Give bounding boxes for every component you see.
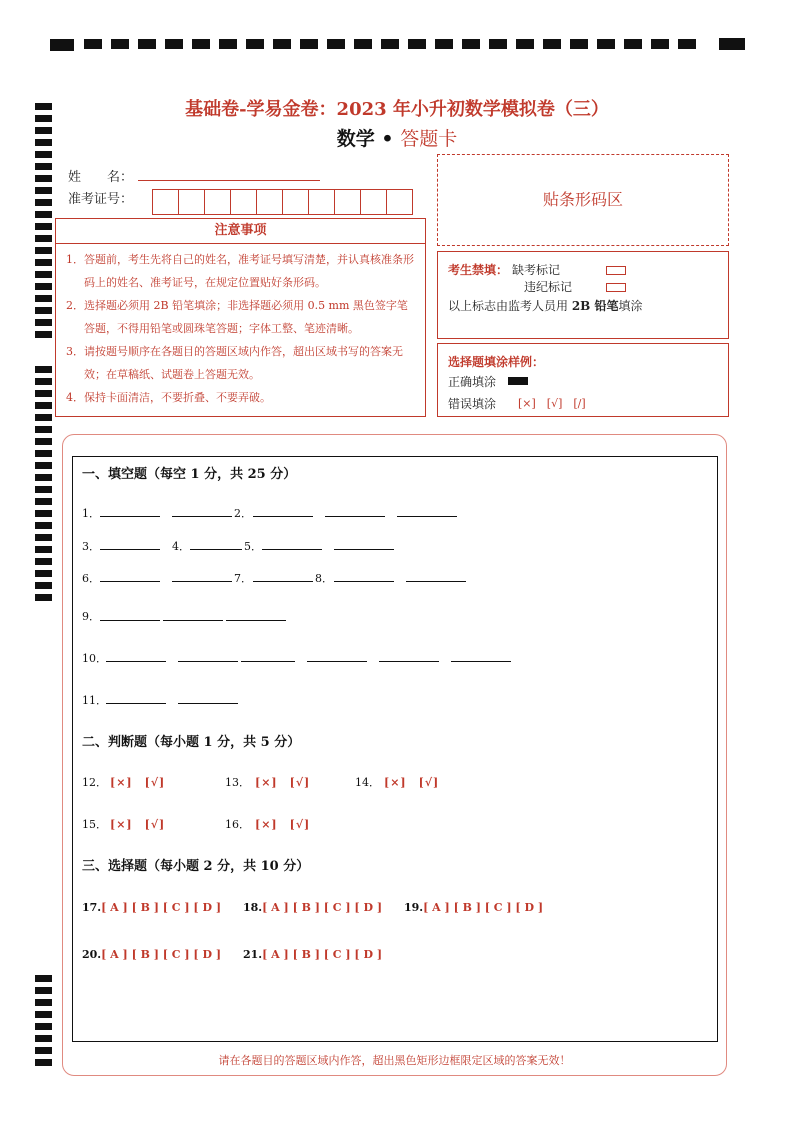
id-digit-box[interactable] xyxy=(205,190,231,214)
question-number: 21. xyxy=(243,948,263,961)
answer-blank[interactable] xyxy=(172,581,232,582)
answer-blank[interactable] xyxy=(100,516,160,517)
name-label: 姓 名： xyxy=(68,170,134,185)
id-digit-box[interactable] xyxy=(283,190,309,214)
choice-question xyxy=(243,948,382,961)
subtitle-separator: • xyxy=(374,128,401,150)
choice-question xyxy=(404,901,543,914)
answer-card-label: 答题卡 xyxy=(400,128,458,150)
violation-mark-box[interactable] xyxy=(606,280,626,294)
id-digit-box[interactable] xyxy=(231,190,257,214)
answer-blank[interactable] xyxy=(226,620,286,621)
notice-item: 2．选择题必须用 2B 铅笔填涂；非选择题必须用 0.5 mm 黑色签字笔答题，不得用铅笔或圆珠笔答题；字体工整、笔迹清晰。 xyxy=(66,299,408,335)
choice-options[interactable]: [ A ] [ B ] [ C ] [ D ] xyxy=(262,901,383,914)
footer-warning: 请在各题目的答题区域内作答，超出黑色矩形边框限定区域的答案无效！ xyxy=(218,1054,571,1067)
answer-blank[interactable] xyxy=(178,703,238,704)
proctor-only-box xyxy=(437,251,729,339)
question-number: 15． xyxy=(82,818,107,831)
answer-blank[interactable] xyxy=(379,661,439,662)
answer-blank[interactable] xyxy=(163,620,223,621)
fill-sample-heading: 选择题填涂样例： xyxy=(448,355,545,369)
absent-mark-box[interactable] xyxy=(606,263,626,277)
answer-blank[interactable] xyxy=(307,661,367,662)
answer-blank[interactable] xyxy=(106,703,166,704)
true-false-options[interactable]: [×] [√] xyxy=(110,818,166,831)
violation-mark-label: 违纪标记 xyxy=(524,280,573,294)
proctor-heading: 考生禁填： xyxy=(448,263,509,277)
answer-blank[interactable] xyxy=(241,661,295,662)
id-digit-box[interactable] xyxy=(309,190,335,214)
question-number: 20. xyxy=(82,948,102,961)
question-number: 10． xyxy=(82,652,107,665)
question-number: 18. xyxy=(243,901,263,914)
answer-blank[interactable] xyxy=(451,661,511,662)
notice-box xyxy=(55,218,426,417)
answer-blank[interactable] xyxy=(100,549,160,550)
answer-blank[interactable] xyxy=(406,581,466,582)
choice-question xyxy=(243,901,382,914)
answer-blank[interactable] xyxy=(397,516,457,517)
notice-item: 4．保持卡面清洁，不要折叠、不要弄破。 xyxy=(66,391,271,404)
question-number: 11． xyxy=(82,694,107,707)
question-number: 8． xyxy=(315,572,333,585)
judge-section-title: 二、判断题（每小题 1 分，共 5 分） xyxy=(82,735,301,750)
answer-blank[interactable] xyxy=(172,516,232,517)
id-digit-box[interactable] xyxy=(335,190,361,214)
subject-label: 数学 xyxy=(336,128,375,150)
proctor-note-pencil: 2B 铅笔 xyxy=(571,299,619,313)
fill-sample-box xyxy=(437,343,729,417)
answer-blank[interactable] xyxy=(253,516,313,517)
wrong-fill-marks: [×] [√] [/] xyxy=(518,397,586,410)
id-digit-box[interactable] xyxy=(387,190,412,214)
notice-item: 1．答题前，考生先将自己的姓名，准考证号填写清楚，并认真核准条形码上的姓名、准考证号，在规定位置贴好条形码。 xyxy=(66,253,414,289)
proctor-note-post: 填涂 xyxy=(618,299,643,313)
wrong-fill-label: 错误填涂 xyxy=(448,397,497,411)
true-false-options[interactable]: [×] [√] xyxy=(255,776,311,789)
question-number: 4． xyxy=(172,540,190,553)
question-number: 5． xyxy=(244,540,262,553)
question-number: 6． xyxy=(82,572,100,585)
proctor-note-pre: 以上标志由监考人员用 xyxy=(448,299,572,313)
id-digit-box[interactable] xyxy=(257,190,283,214)
answer-blank[interactable] xyxy=(106,661,166,662)
answer-blank[interactable] xyxy=(100,620,160,621)
choice-options[interactable]: [ A ] [ B ] [ C ] [ D ] xyxy=(262,948,383,961)
id-label: 准考证号： xyxy=(68,192,134,207)
proctor-note xyxy=(448,297,643,314)
true-false-options[interactable]: [×] [√] xyxy=(384,776,440,789)
id-digit-box[interactable] xyxy=(153,190,179,214)
exam-title: 基础卷-学易金卷：2023 年小升初数学模拟卷（三） xyxy=(185,99,609,120)
question-number: 14． xyxy=(355,776,380,789)
id-digit-box[interactable] xyxy=(179,190,205,214)
question-number: 17. xyxy=(82,901,102,914)
exam-id-boxes[interactable] xyxy=(152,189,413,215)
question-number: 1． xyxy=(82,507,100,520)
fill-section-title: 一、填空题（每空 1 分，共 25 分） xyxy=(82,467,297,482)
exam-subtitle xyxy=(0,124,794,151)
answer-blank[interactable] xyxy=(262,549,322,550)
question-number: 16． xyxy=(225,818,250,831)
question-number: 3． xyxy=(82,540,100,553)
true-false-options[interactable]: [×] [√] xyxy=(255,818,311,831)
question-number: 19. xyxy=(404,901,424,914)
answer-blank[interactable] xyxy=(334,549,394,550)
answer-blank[interactable] xyxy=(325,516,385,517)
name-field[interactable] xyxy=(138,180,320,181)
answer-blank[interactable] xyxy=(334,581,394,582)
barcode-area[interactable]: 贴条形码区 xyxy=(437,154,729,246)
answer-blank[interactable] xyxy=(100,581,160,582)
true-false-options[interactable]: [×] [√] xyxy=(110,776,166,789)
answer-blank[interactable] xyxy=(190,549,242,550)
choice-question xyxy=(82,901,221,914)
correct-fill-mark xyxy=(508,377,528,385)
question-number: 12． xyxy=(82,776,107,789)
question-number: 7． xyxy=(234,572,252,585)
choice-options[interactable]: [ A ] [ B ] [ C ] [ D ] xyxy=(101,948,222,961)
choice-options[interactable]: [ A ] [ B ] [ C ] [ D ] xyxy=(101,901,222,914)
choice-question xyxy=(82,948,221,961)
notice-heading: 注意事项 xyxy=(56,219,425,244)
choice-options[interactable]: [ A ] [ B ] [ C ] [ D ] xyxy=(423,901,544,914)
question-number: 2． xyxy=(234,507,252,520)
choice-section-title: 三、选择题（每小题 2 分，共 10 分） xyxy=(82,859,310,874)
question-number: 13． xyxy=(225,776,250,789)
answer-blank[interactable] xyxy=(178,661,238,662)
notice-item: 3．请按题号顺序在各题目的答题区域内作答，超出区域书写的答案无效；在草稿纸、试题卷上答题无效。 xyxy=(66,345,403,381)
id-digit-box[interactable] xyxy=(361,190,387,214)
question-number: 9． xyxy=(82,610,100,623)
correct-fill-label: 正确填涂 xyxy=(448,375,497,389)
absent-mark-label: 缺考标记 xyxy=(512,263,561,277)
answer-blank[interactable] xyxy=(253,581,313,582)
